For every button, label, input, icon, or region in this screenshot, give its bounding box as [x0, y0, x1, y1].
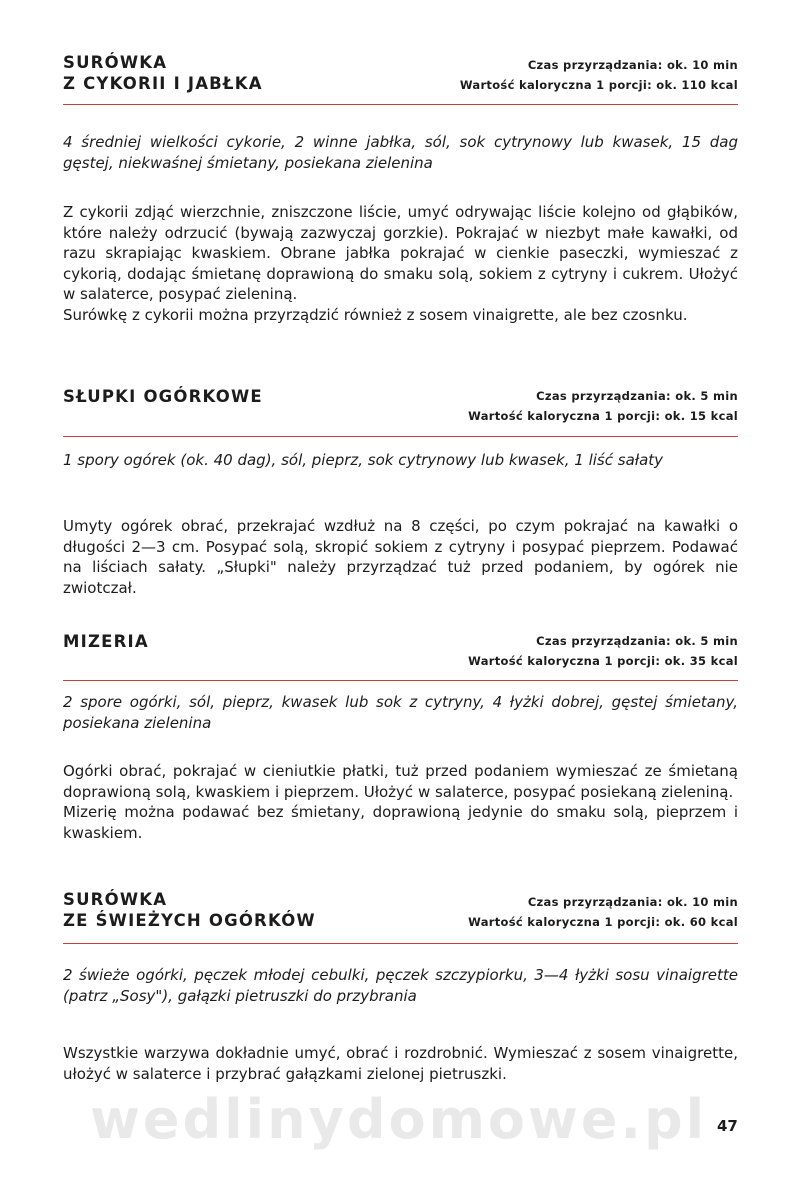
- recipe-title-line-1: SURÓWKA: [63, 890, 168, 909]
- recipe-header: [63, 631, 738, 687]
- recipe-title: [63, 631, 149, 652]
- instructions: [63, 202, 738, 325]
- recipe-title: [63, 52, 263, 94]
- recipe-meta: [468, 892, 738, 932]
- red-divider: [63, 680, 738, 681]
- ingredients-list: 2 świeże ogórki, pęczek młodej cebulki, pęczek szczypiorku, 3—4 łyżki sosu vinaigrette (patrz „Sosy"), gałązki pietruszki do przybrania: [63, 966, 738, 1005]
- instructions-paragraph: Ogórki obrać, pokrajać w cieniutkie płatki, tuż przed podaniem wymieszać ze śmietaną doprawioną solą, kwaskiem i pieprzem. Ułożyć w salaterce, posypać posiekaną zieleniną.: [63, 762, 738, 801]
- recipe-meta: [460, 55, 738, 95]
- recipe-title-line-1: SŁUPKI OGÓRKOWE: [63, 387, 263, 406]
- recipe-surowka-z-cykorii: [63, 52, 738, 324]
- instructions-paragraph: Wszystkie warzywa dokładnie umyć, obrać i rozdrobnić. Wymieszać z sosem vinaigrette, ułożyć w salaterce i przybrać gałązkami zielonej pietruszki.: [63, 1044, 738, 1083]
- instructions: [63, 761, 738, 843]
- instructions: [63, 516, 738, 598]
- calories: Wartość kaloryczna 1 porcji: ok. 35 kcal: [468, 654, 738, 668]
- recipe-meta: [468, 386, 738, 426]
- ingredients-list: 2 spore ogórki, sól, pieprz, kwasek lub sok z cytryny, 4 łyżki dobrej, gęstej śmietany, posiekana zielenina: [63, 693, 738, 732]
- recipe-title-line-1: MIZERIA: [63, 632, 149, 651]
- recipe-title: [63, 386, 263, 407]
- calories: Wartość kaloryczna 1 porcji: ok. 110 kcal: [459, 78, 738, 92]
- prep-time: Czas przyrządzania: ok. 10 min: [527, 895, 738, 909]
- calories: Wartość kaloryczna 1 porcji: ok. 15 kcal: [468, 409, 738, 423]
- prep-time: Czas przyrządzania: ok. 5 min: [536, 634, 738, 648]
- watermark: wedlinydomowe.pl: [90, 1088, 708, 1151]
- recipe-title-line-1: SURÓWKA: [63, 53, 168, 72]
- recipe-header: [63, 52, 738, 108]
- instructions-paragraph: Z cykorii zdjąć wierzchnie, zniszczone liście, umyć odrywając liście kolejno od głąbików, które należy odrzucić (bywają zazwyczaj gorzkie). Pokrajać w niezbyt małe kawałki, od razu skrapiając kwaskiem. Obrane jabłka pokrajać w cienkie paseczki, wymieszać z cykorią, dodając śmietanę doprawioną do smaku solą, sokiem z cytryny i cukrem. Ułożyć w salaterce, posypać zieleniną.: [63, 203, 738, 303]
- recipe-surowka-ze-swiezych-ogorkow: [63, 889, 738, 1083]
- instructions-paragraph: Surówkę z cykorii można przyrządzić również z sosem vinaigrette, ale bez czosnku.: [63, 305, 688, 324]
- calories: Wartość kaloryczna 1 porcji: ok. 60 kcal: [468, 915, 738, 929]
- recipe-slupki-ogorkowe: [63, 386, 738, 597]
- red-divider: [63, 943, 738, 944]
- ingredients-list: 4 średniej wielkości cykorie, 2 winne jabłka, sól, sok cytrynowy lub kwasek, 15 dag gęstej, niekwaśnej śmietany, posiekana zielenina: [63, 133, 738, 172]
- page-number: 47: [717, 1117, 738, 1135]
- recipe-title: [63, 889, 316, 931]
- recipe-mizeria: [63, 631, 738, 842]
- ingredients-list: 1 spory ogórek (ok. 40 dag), sól, pieprz, sok cytrynowy lub kwasek, 1 liść sałaty: [63, 451, 664, 469]
- red-divider: [63, 436, 738, 437]
- recipe-header: [63, 386, 738, 442]
- recipe-meta: [468, 631, 738, 671]
- recipe-title-line-2: Z CYKORII I JABŁKA: [63, 74, 263, 93]
- prep-time: Czas przyrządzania: ok. 5 min: [536, 389, 738, 403]
- instructions-paragraph: Umyty ogórek obrać, przekrajać wzdłuż na 8 części, po czym pokrajać na kawałki o długości 2—3 cm. Posypać solą, skropić sokiem z cytryny i posypać pieprzem. Podawać na liściach sałaty. „Słupki" należy przyrządzać tuż przed podaniem, by ogórek nie zwiotczał.: [63, 517, 738, 597]
- red-divider: [63, 104, 738, 105]
- recipe-title-line-2: ZE ŚWIEŻYCH OGÓRKÓW: [63, 911, 316, 930]
- recipe-header: [63, 889, 738, 945]
- instructions-paragraph: Mizerię można podawać bez śmietany, doprawioną jedynie do smaku solą, pieprzem i kwaskiem.: [63, 803, 738, 842]
- prep-time: Czas przyrządzania: ok. 10 min: [527, 58, 738, 72]
- instructions: [63, 1043, 738, 1084]
